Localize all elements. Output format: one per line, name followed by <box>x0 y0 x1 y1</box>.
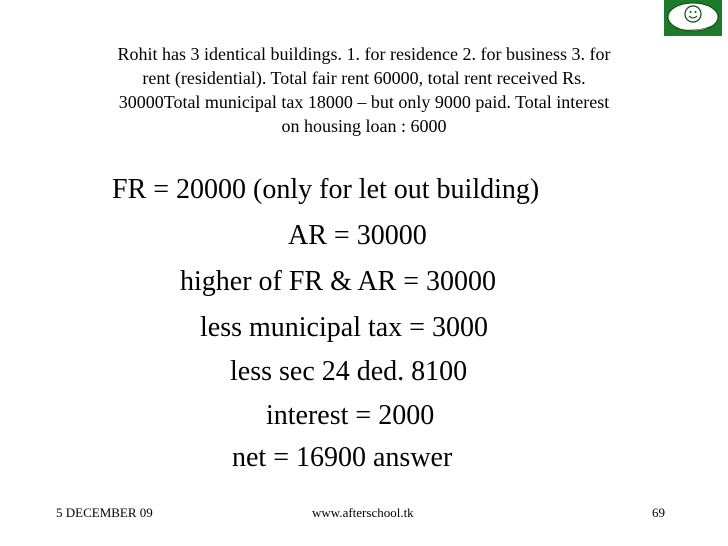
title-line: on housing loan : 6000 <box>281 116 447 136</box>
footer-url: www.afterschool.tk <box>312 505 414 520</box>
title-line: Rohit has 3 identical buildings. 1. for residence 2. for business 3. for <box>117 44 611 64</box>
body-line-interest: interest = 2000 <box>266 400 435 431</box>
body-line-higher: higher of FR & AR = 30000 <box>180 266 497 297</box>
afterschool-logo <box>664 0 722 36</box>
body-line-ar: AR = 30000 <box>288 220 427 251</box>
body-line-municipal-tax: less municipal tax = 3000 <box>200 312 488 343</box>
footer-page-number: 69 <box>652 505 665 520</box>
title-line: 30000Total municipal tax 18000 – but only 9000 paid. Total interest <box>118 92 610 112</box>
slide-title <box>56 42 672 138</box>
footer-date: 5 DECEMBER 09 <box>56 505 153 520</box>
body-line-sec-24: less sec 24 ded. 8100 <box>230 356 468 387</box>
title-line: rent (residential). Total fair rent 60000, total rent received Rs. <box>142 68 586 88</box>
body-line-net: net = 16900 answer <box>232 442 453 473</box>
body-line-fr: FR = 20000 (only for let out building) <box>112 174 540 205</box>
smiley-face-icon <box>664 0 722 36</box>
